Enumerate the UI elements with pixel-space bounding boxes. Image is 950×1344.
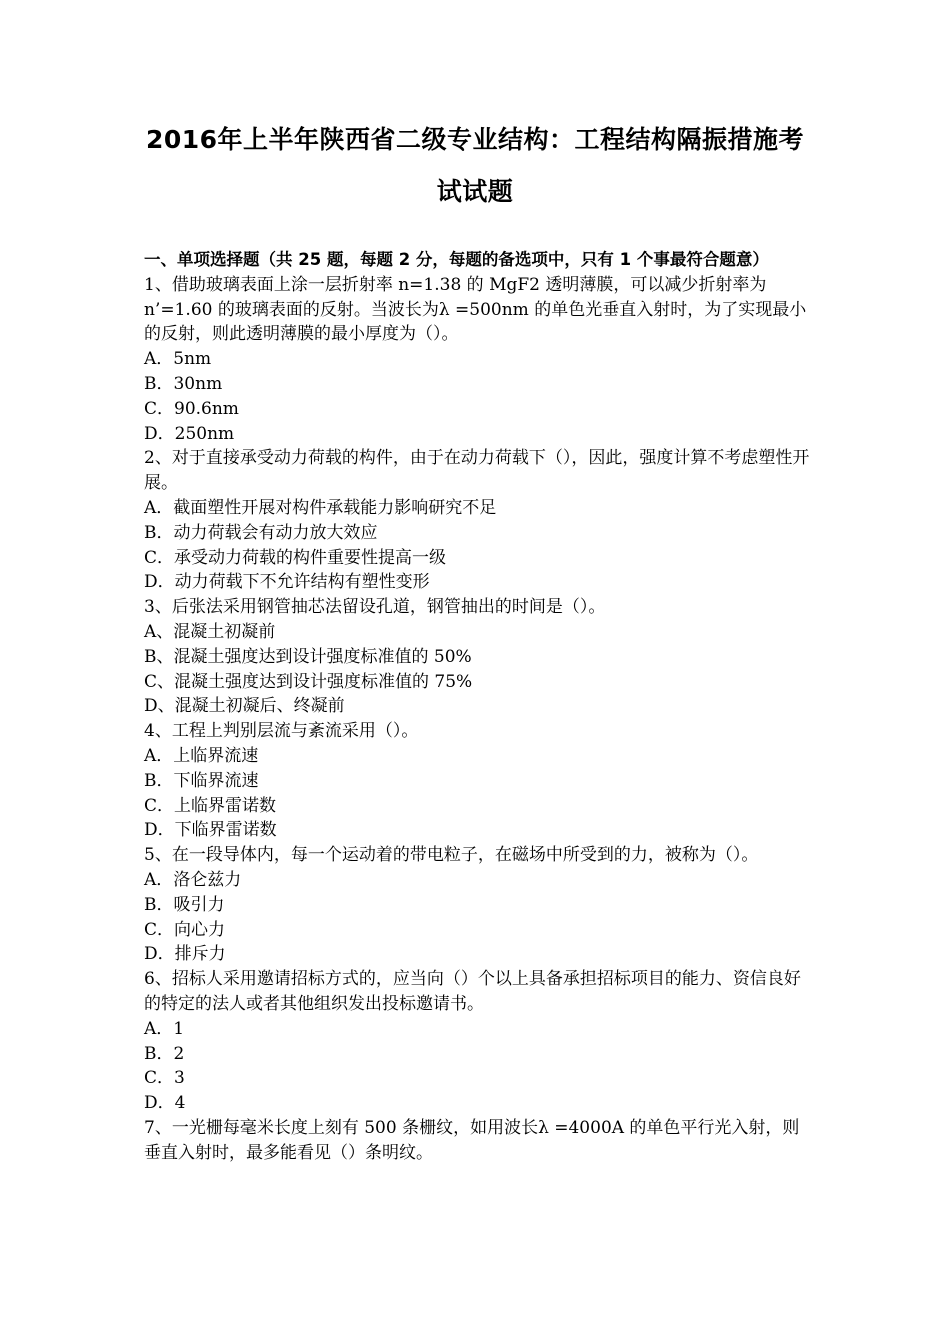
question-4-option-c: C．上临界雷诺数 — [144, 795, 277, 816]
document-title-line-1: 2016年上半年陕西省二级专业结构：工程结构隔振措施考 — [145, 125, 805, 154]
question-2-option-a: A．截面塑性开展对构件承载能力影响研究不足 — [144, 497, 497, 518]
question-4-option-b: B．下临界流速 — [144, 770, 259, 791]
question-5: 5、在一段导体内，每一个运动着的带电粒子，在磁场中所受到的力，被称为（）。 — [144, 845, 759, 866]
question-7: 7、一光栅每毫米长度上刻有 500 条栅纹，如用波长λ =4000A 的单色平行光入射，则垂直入射时，最多能看见（）条明纹。 — [144, 1117, 800, 1163]
question-2-option-b: B．动力荷载会有动力放大效应 — [144, 522, 378, 543]
question-3-option-a: A、混凝土初凝前 — [144, 621, 276, 642]
question-2: 2、对于直接承受动力荷载的构件，由于在动力荷载下（），因此，强度计算不考虑塑性开展。 — [144, 448, 810, 494]
question-1-option-d: D．250nm — [144, 423, 235, 444]
question-5-option-d: D．排斥力 — [144, 944, 226, 965]
question-5-option-c: C．向心力 — [144, 919, 226, 940]
question-6-option-a: A．1 — [144, 1018, 185, 1039]
question-3-option-d: D、混凝土初凝后、终凝前 — [144, 696, 345, 717]
question-6-option-c: C．3 — [144, 1068, 185, 1089]
question-1-option-a: A．5nm — [144, 349, 212, 370]
question-4-option-d: D．下临界雷诺数 — [144, 820, 277, 841]
question-3-option-c: C、混凝土强度达到设计强度标准值的 75% — [144, 671, 473, 692]
section-heading: 一、单项选择题（共 25 题，每题 2 分，每题的备选项中，只有 1 个事最符合题意） — [144, 250, 769, 269]
document-title-line-2: 试试题 — [436, 177, 514, 206]
question-3: 3、后张法采用钢管抽芯法留设孔道，钢管抽出的时间是（）。 — [144, 597, 606, 618]
question-6: 6、招标人采用邀请招标方式的，应当向（）个以上具备承担招标项目的能力、资信良好的特定的法人或者其他组织发出投标邀请书。 — [144, 969, 801, 1014]
question-6-option-b: B．2 — [144, 1043, 185, 1064]
question-2-option-c: C．承受动力荷载的构件重要性提高一级 — [144, 547, 447, 568]
question-5-option-b: B．吸引力 — [144, 894, 225, 915]
question-4-option-a: A．上临界流速 — [144, 745, 259, 766]
question-3-option-b: B、混凝土强度达到设计强度标准值的 50% — [144, 646, 472, 667]
document-body — [144, 248, 812, 1165]
question-1: 1、借助玻璃表面上涂一层折射率 n=1.38 的 MgF2 透明薄膜，可以减少折射率为 n’=1.60 的玻璃表面的反射。当波长为λ =500nm 的单色光垂直入射时，为了实现最小的反射，则此透明薄膜的最小厚度为（）。 — [144, 274, 807, 345]
question-6-option-d: D．4 — [144, 1093, 186, 1114]
question-1-option-c: C．90.6nm — [144, 398, 239, 419]
question-2-option-d: D．动力荷载下不允许结构有塑性变形 — [144, 572, 430, 593]
question-4: 4、工程上判别层流与紊流采用（）。 — [144, 721, 419, 742]
question-1-option-b: B．30nm — [144, 373, 223, 394]
question-5-option-a: A．洛仑兹力 — [144, 869, 242, 890]
